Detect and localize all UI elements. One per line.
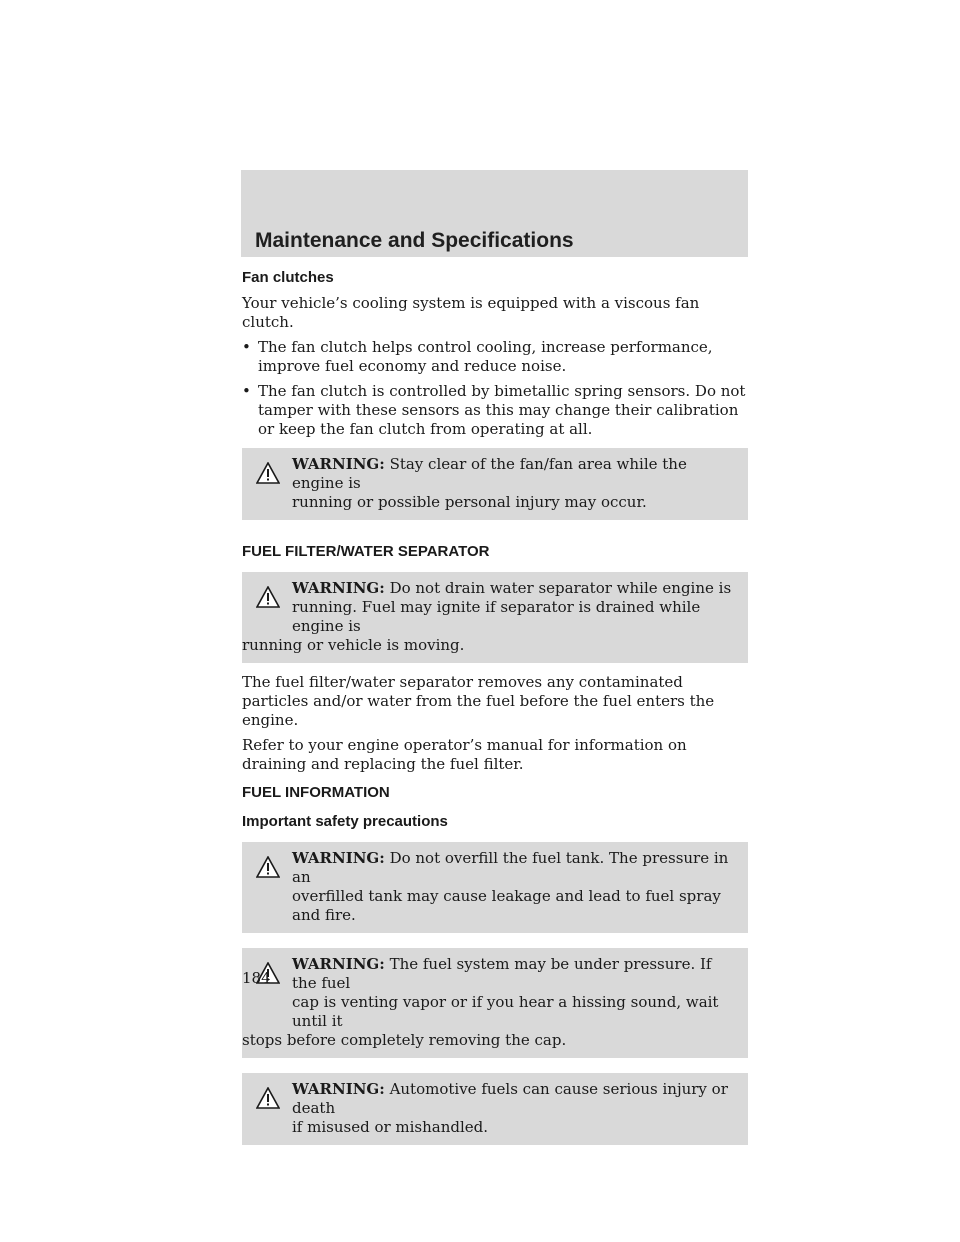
list-item-text: The fan clutch helps control cooling, increase performance, improve fuel economy and reduce noise. <box>258 338 713 375</box>
safety-precautions-heading: Important safety precautions <box>242 813 448 830</box>
fuel-information-heading: FUEL INFORMATION <box>242 784 390 801</box>
warning-triangle-icon <box>256 586 280 608</box>
warning-text: The fuel system may be under pressure. If the fuel <box>292 955 712 992</box>
fuel-filter-paragraph: The fuel filter/water separator removes any contaminated particles and/or water from the fuel before the fuel enters the engine. <box>242 673 715 729</box>
bullet-icon: • <box>242 382 251 400</box>
page-content <box>242 268 750 1145</box>
warning-text: running or possible personal injury may occur. <box>292 493 647 511</box>
warning-text: running. Fuel may ignite if separator is drained while engine is <box>292 598 701 635</box>
fuel-filter-heading: FUEL FILTER/WATER SEPARATOR <box>242 543 490 560</box>
warning-triangle-icon <box>256 462 280 484</box>
warning-text: Automotive fuels can cause serious injury or death <box>292 1080 728 1117</box>
warning-text: overfilled tank may cause leakage and lead to fuel spray and fire. <box>292 887 721 924</box>
fan-clutches-bullet-list <box>242 338 750 439</box>
warning-text: cap is venting vapor or if you hear a hissing sound, wait until it <box>292 993 719 1030</box>
warning-box-overfill <box>242 842 748 933</box>
fan-clutches-intro: Your vehicle’s cooling system is equipped with a viscous fan clutch. <box>242 294 700 331</box>
section-title: Maintenance and Specifications <box>255 229 574 252</box>
warning-text: Stay clear of the fan/fan area while the engine is <box>292 455 687 492</box>
warning-triangle-icon <box>256 1087 280 1109</box>
page-number: 184 <box>242 969 271 987</box>
warning-text: Do not overfill the fuel tank. The pressure in an <box>292 849 729 886</box>
fan-clutches-heading: Fan clutches <box>242 269 334 286</box>
warning-triangle-icon <box>256 856 280 878</box>
warning-label: WARNING: <box>292 955 385 973</box>
warning-box-fuels <box>242 1073 748 1145</box>
warning-text: if misused or mishandled. <box>292 1118 489 1136</box>
warning-text: Do not drain water separator while engine is <box>389 579 732 597</box>
warning-text: stops before completely removing the cap. <box>242 1031 567 1049</box>
bullet-icon: • <box>242 338 251 356</box>
warning-label: WARNING: <box>292 455 385 473</box>
warning-label: WARNING: <box>292 849 385 867</box>
list-item <box>242 382 750 439</box>
warning-label: WARNING: <box>292 579 385 597</box>
list-item <box>242 338 750 376</box>
warning-box-separator <box>242 572 748 663</box>
list-item-text: The fan clutch is controlled by bimetallic spring sensors. Do not tamper with these sensors as this may change their calibration or keep the fan clutch from operating at all. <box>258 382 746 438</box>
fuel-filter-paragraph: Refer to your engine operator’s manual for information on draining and replacing the fuel filter. <box>242 736 687 773</box>
warning-label: WARNING: <box>292 1080 385 1098</box>
warning-text: running or vehicle is moving. <box>242 636 465 654</box>
warning-box-pressure <box>242 948 748 1058</box>
warning-box-fan <box>242 448 748 520</box>
